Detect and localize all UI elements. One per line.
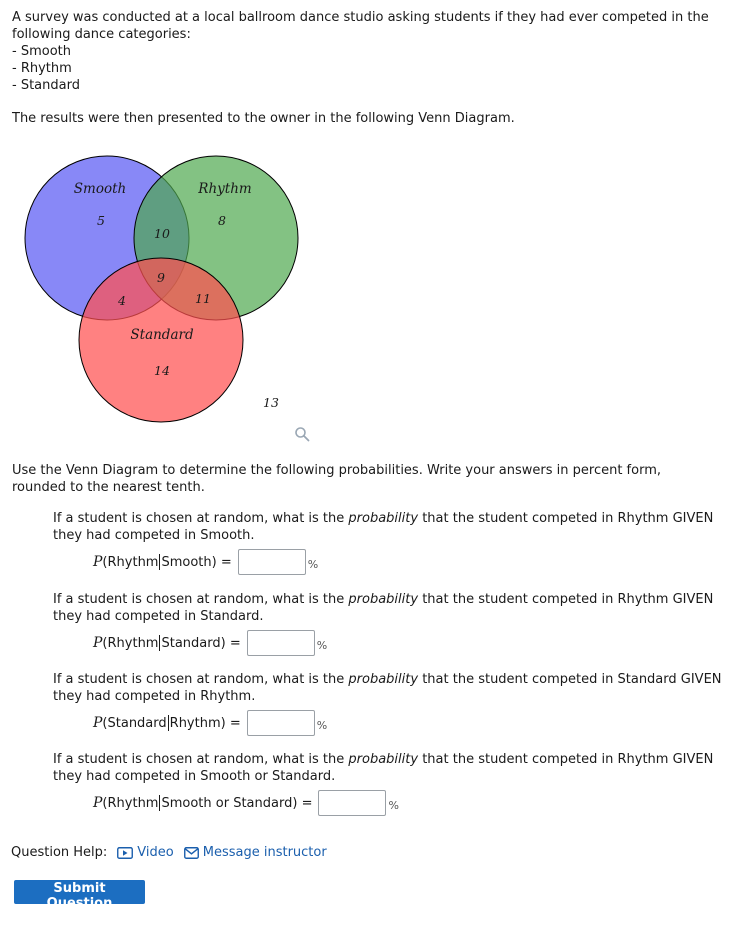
prob-given: Smooth or Standard	[161, 795, 293, 811]
question-help-label: Question Help:	[11, 845, 108, 860]
prob-given: Standard	[161, 635, 221, 651]
category-item: - Smooth	[12, 43, 727, 60]
region-rhythm-standard: 11	[195, 291, 211, 306]
question-text: If a student is chosen at random, what is the probability that the student competed in Standard GIVEN they had competed in Rhythm.	[53, 672, 722, 704]
question-text: If a student is chosen at random, what is the probability that the student competed in Rhythm GIVEN they had competed in Smooth or Standard.	[53, 752, 714, 784]
prob-event: Standard	[107, 715, 167, 731]
prob-event: Rhythm	[107, 635, 159, 651]
prob-event: Rhythm	[107, 554, 159, 570]
problem-intro	[12, 9, 727, 94]
label-rhythm: Rhythm	[198, 181, 252, 197]
magnify-icon[interactable]	[294, 426, 310, 442]
prob-symbol: P	[93, 634, 103, 651]
instructions-text: Use the Venn Diagram to determine the following probabilities. Write your answers in percent form, rounded to the nearest tenth.	[12, 463, 661, 495]
prob-symbol: P	[93, 714, 103, 731]
video-link[interactable]	[117, 845, 173, 860]
percent-sign: %	[388, 799, 399, 812]
percent-sign: %	[316, 719, 328, 732]
answer-input-4[interactable]	[318, 790, 386, 816]
region-rhythm-only: 8	[218, 213, 226, 228]
intro-sentence: A survey was conducted at a local ballroom dance studio asking students if they had ever competed in the following dance categories:	[12, 10, 709, 42]
question-4	[53, 751, 723, 816]
question-1	[53, 510, 723, 575]
presented-text: The results were then presented to the owner in the following Venn Diagram.	[12, 111, 515, 126]
prob-given: Rhythm	[169, 715, 221, 731]
message-instructor-link[interactable]	[184, 845, 327, 860]
prob-event: Rhythm	[107, 795, 159, 811]
answer-input-3[interactable]	[247, 710, 315, 736]
region-smooth-rhythm: 10	[154, 226, 170, 241]
answer-input-2[interactable]	[247, 630, 315, 656]
question-help	[11, 845, 337, 860]
probability-row: P ( Rhythm Standard ) = %	[93, 630, 723, 656]
label-smooth: Smooth	[73, 181, 127, 197]
venn-diagram	[0, 150, 330, 440]
label-standard: Standard	[130, 327, 194, 343]
prob-symbol: P	[93, 553, 103, 570]
envelope-icon	[184, 847, 199, 859]
probability-row: P ( Rhythm Smooth ) = %	[93, 549, 723, 575]
video-link-label: Video	[137, 845, 174, 860]
prob-given: Smooth	[161, 554, 212, 570]
submit-question-button[interactable]: Submit Question	[14, 880, 145, 904]
category-item: - Rhythm	[12, 60, 727, 77]
region-standard-only: 14	[154, 363, 170, 378]
question-3	[53, 671, 723, 736]
answer-input-1[interactable]	[238, 549, 306, 575]
region-smooth-standard: 4	[118, 293, 126, 308]
percent-sign: %	[307, 558, 319, 571]
question-text: If a student is chosen at random, what is the probability that the student competed in Rhythm GIVEN they had competed in Smooth.	[53, 511, 714, 543]
prob-symbol: P	[93, 794, 103, 811]
region-outside: 13	[263, 395, 279, 410]
video-icon	[117, 847, 133, 859]
category-item: - Standard	[12, 77, 727, 94]
question-text: If a student is chosen at random, what is the probability that the student competed in Rhythm GIVEN they had competed in Standard.	[53, 592, 714, 624]
region-all-three: 9	[157, 270, 165, 285]
percent-sign: %	[316, 639, 328, 652]
probability-row: P ( Rhythm Smooth or Standard ) = %	[93, 790, 723, 816]
question-2	[53, 591, 723, 656]
region-smooth-only: 5	[97, 213, 105, 228]
message-instructor-label: Message instructor	[202, 845, 327, 860]
category-list	[12, 43, 727, 94]
probability-row: P ( Standard Rhythm ) = %	[93, 710, 723, 736]
